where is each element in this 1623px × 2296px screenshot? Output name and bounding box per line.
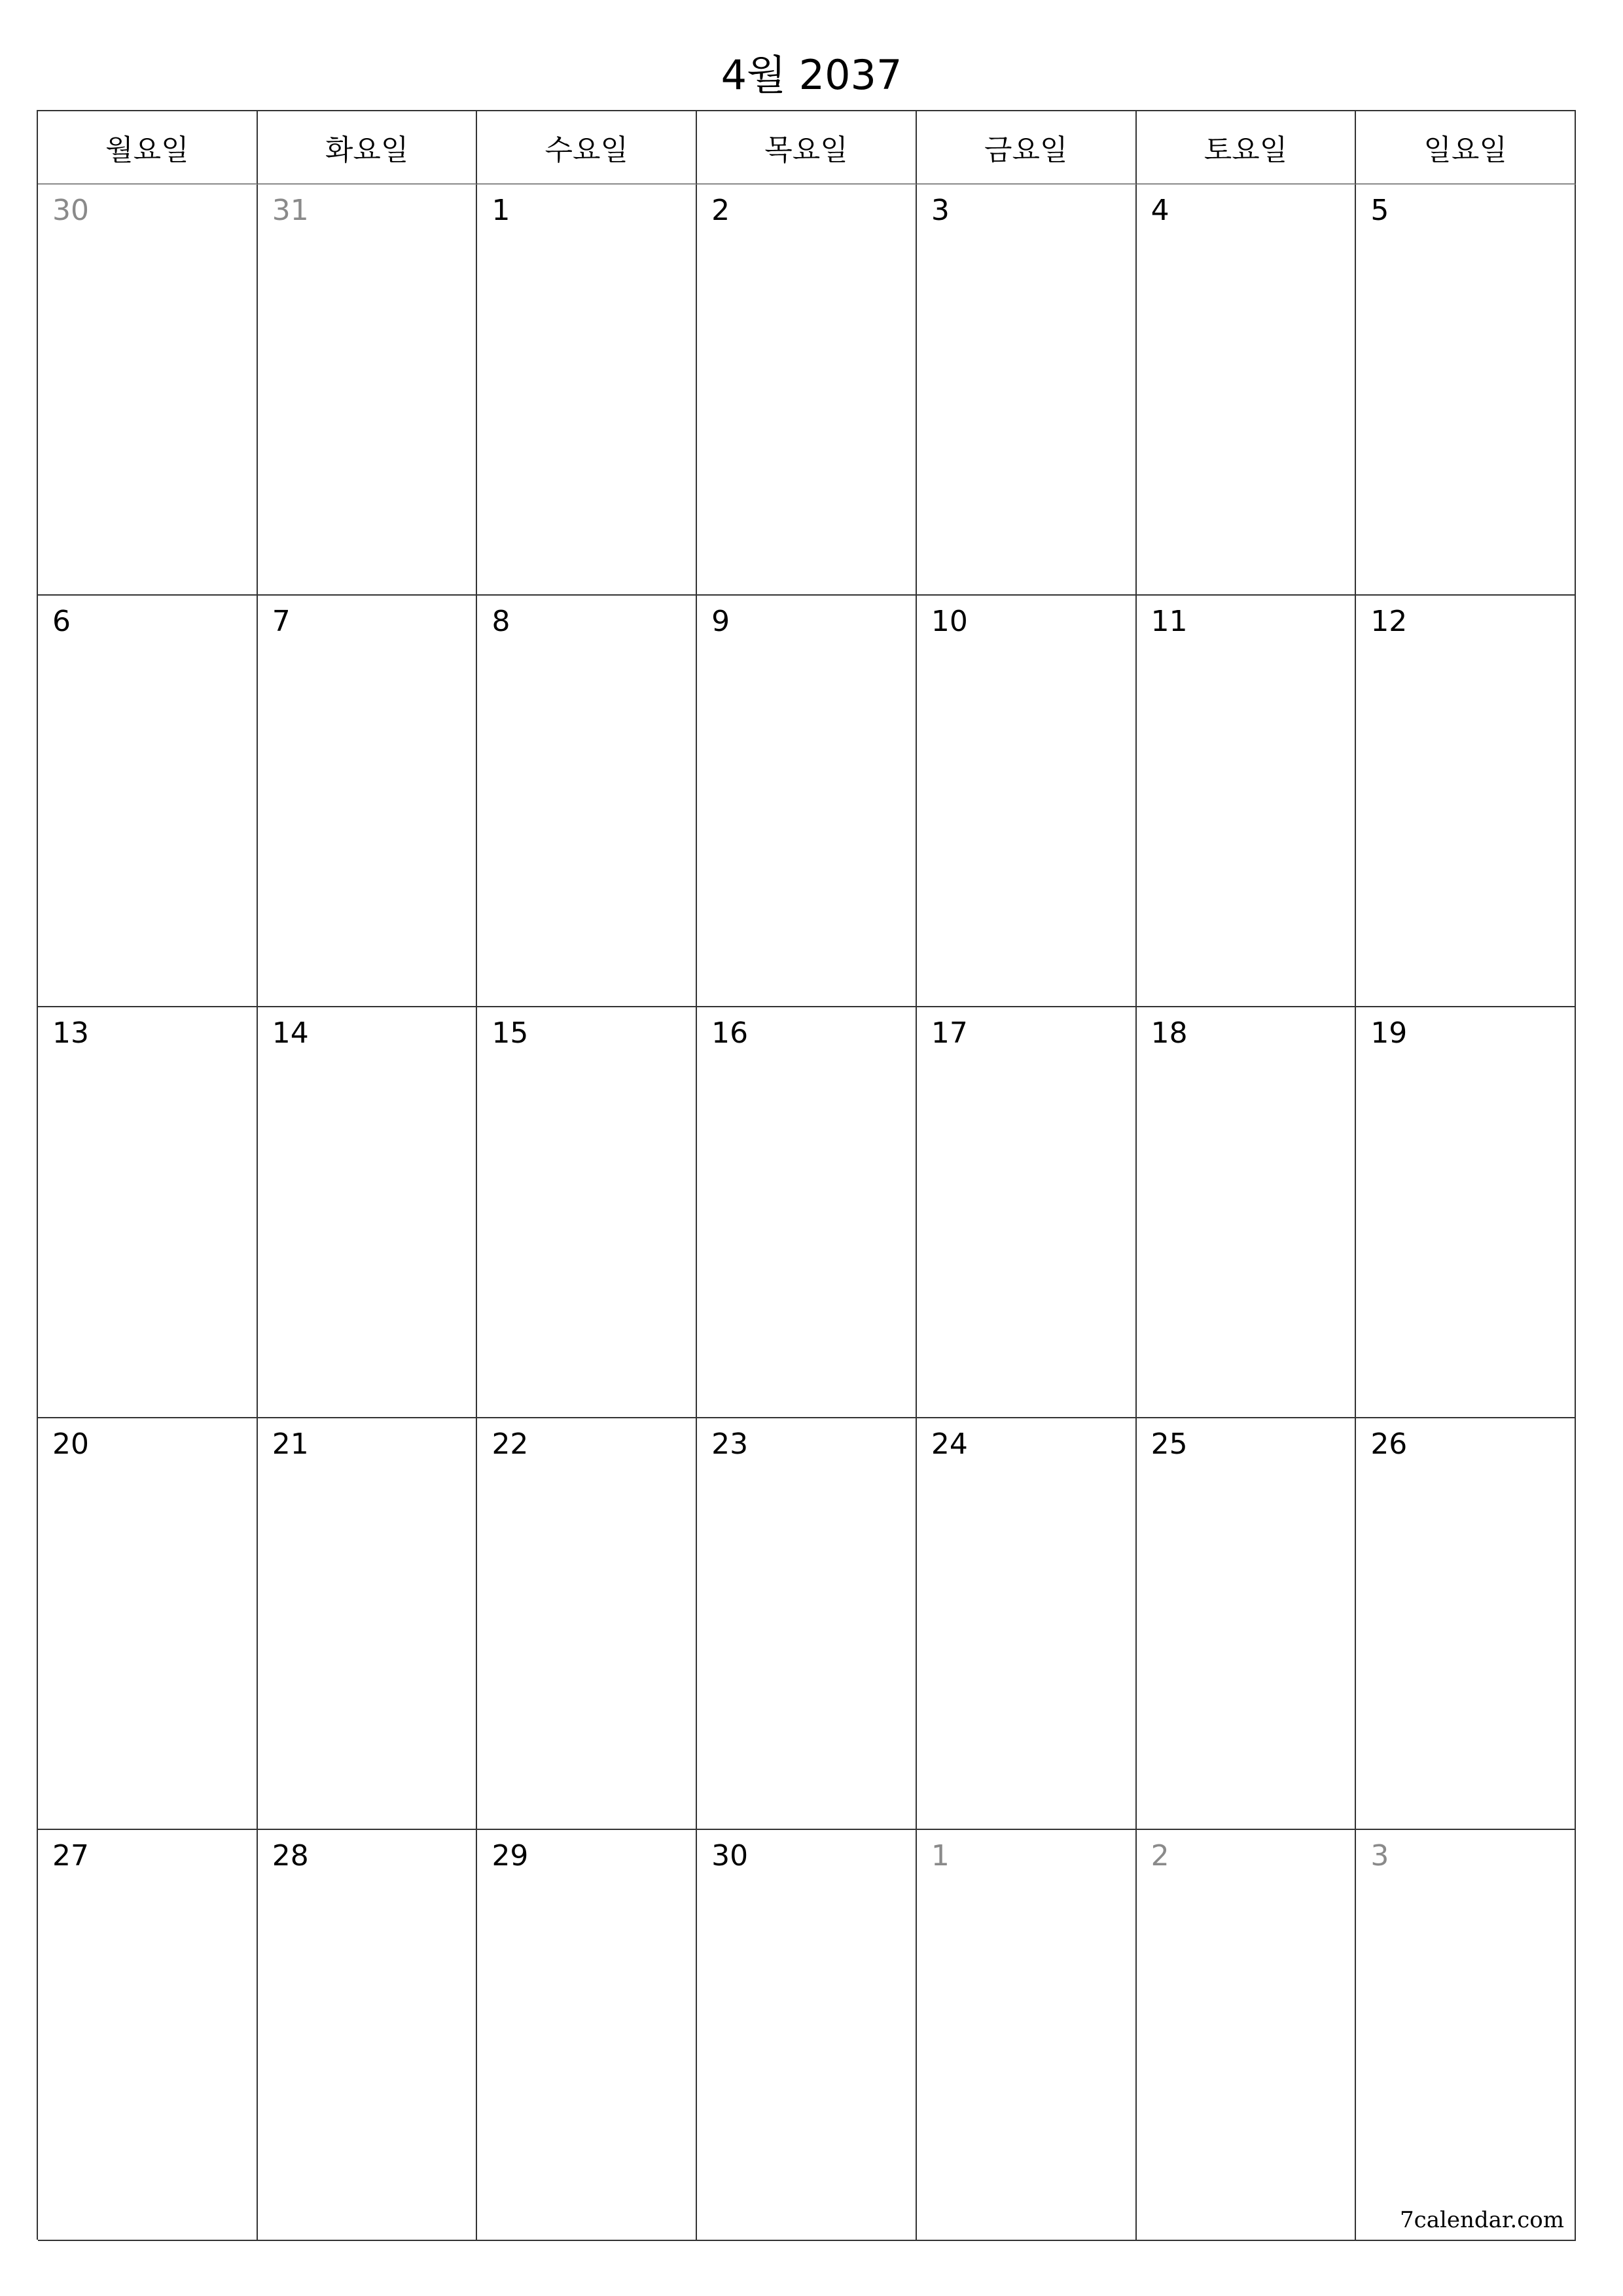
day-number: 12 (1370, 605, 1408, 639)
day-cell[interactable] (38, 1007, 258, 1418)
day-number: 10 (931, 605, 968, 639)
day-cell[interactable] (258, 1830, 478, 2241)
day-cell[interactable] (1356, 185, 1576, 596)
day-number: 23 (711, 1427, 749, 1462)
page-title: 4월 2037 (721, 51, 902, 99)
day-number: 8 (491, 605, 510, 639)
day-cell[interactable] (38, 185, 258, 596)
day-number: 5 (1370, 194, 1389, 227)
day-number: 7 (272, 605, 291, 639)
day-number: 2 (711, 194, 730, 227)
day-cell[interactable] (1137, 1830, 1357, 2241)
weekday-header-sunday: 일요일 (1356, 111, 1576, 185)
day-number: 25 (1150, 1427, 1188, 1462)
day-number: 11 (1150, 605, 1188, 639)
day-cell[interactable] (1356, 596, 1576, 1007)
weekday-header-tuesday: 화요일 (258, 111, 478, 185)
day-cell[interactable] (697, 1007, 917, 1418)
day-cell[interactable] (38, 1830, 258, 2241)
day-cell[interactable] (258, 185, 478, 596)
day-cell[interactable] (258, 1418, 478, 1829)
day-cell[interactable] (1137, 596, 1357, 1007)
day-cell[interactable] (477, 1418, 697, 1829)
day-cell[interactable] (697, 1418, 917, 1829)
day-number: 3 (931, 194, 950, 227)
day-cell[interactable] (38, 596, 258, 1007)
day-number: 1 (491, 194, 510, 227)
day-cell[interactable] (697, 1830, 917, 2241)
day-number: 16 (711, 1016, 749, 1050)
day-number: 21 (272, 1427, 309, 1462)
day-number: 17 (931, 1016, 968, 1050)
day-cell[interactable] (38, 1418, 258, 1829)
day-cell[interactable] (1137, 1007, 1357, 1418)
day-cell[interactable] (697, 185, 917, 596)
day-cell[interactable] (917, 596, 1137, 1007)
weekday-header-saturday: 토요일 (1137, 111, 1357, 185)
day-cell[interactable] (477, 1007, 697, 1418)
day-cell[interactable] (1137, 185, 1357, 596)
week-row (38, 1007, 1576, 1418)
week-row (38, 1418, 1576, 1829)
day-number: 6 (52, 605, 71, 639)
day-number: 26 (1370, 1427, 1408, 1462)
day-number: 15 (491, 1016, 529, 1050)
day-number: 20 (52, 1427, 89, 1462)
day-number-other-month: 1 (931, 1839, 950, 1873)
day-cell[interactable] (1137, 1418, 1357, 1829)
day-number-other-month: 30 (52, 194, 89, 227)
week-row (38, 1830, 1576, 2241)
day-cell[interactable] (1356, 1007, 1576, 1418)
weekday-header-thursday: 목요일 (697, 111, 917, 185)
day-number: 14 (272, 1016, 309, 1050)
day-cell[interactable] (258, 596, 478, 1007)
day-cell[interactable] (917, 1418, 1137, 1829)
footer-credit: 7calendar.com (1400, 2207, 1564, 2233)
day-cell[interactable] (1356, 1418, 1576, 1829)
day-number: 29 (491, 1839, 529, 1873)
day-cell[interactable] (477, 185, 697, 596)
day-number: 13 (52, 1016, 89, 1050)
day-cell[interactable] (477, 596, 697, 1007)
day-number: 22 (491, 1427, 529, 1462)
weekday-header-monday: 월요일 (38, 111, 258, 185)
day-cell[interactable] (477, 1830, 697, 2241)
day-number: 28 (272, 1839, 309, 1873)
day-number-other-month: 31 (272, 194, 309, 227)
calendar-grid (37, 110, 1576, 2240)
week-row (38, 185, 1576, 596)
weekday-header-wednesday: 수요일 (477, 111, 697, 185)
day-number-other-month: 3 (1370, 1839, 1389, 1873)
day-number: 27 (52, 1839, 89, 1873)
day-cell[interactable] (917, 1830, 1137, 2241)
day-cell[interactable] (258, 1007, 478, 1418)
week-row (38, 596, 1576, 1007)
day-number: 24 (931, 1427, 968, 1462)
day-cell[interactable] (1356, 1830, 1576, 2241)
day-number: 30 (711, 1839, 749, 1873)
day-number: 4 (1150, 194, 1169, 227)
day-number: 18 (1150, 1016, 1188, 1050)
day-number-other-month: 2 (1150, 1839, 1169, 1873)
weeks-container (38, 185, 1576, 2241)
day-number: 9 (711, 605, 730, 639)
weekday-header-friday: 금요일 (917, 111, 1137, 185)
day-number: 19 (1370, 1016, 1408, 1050)
day-cell[interactable] (697, 596, 917, 1007)
day-cell[interactable] (917, 185, 1137, 596)
weekday-header-row (38, 111, 1576, 185)
day-cell[interactable] (917, 1007, 1137, 1418)
